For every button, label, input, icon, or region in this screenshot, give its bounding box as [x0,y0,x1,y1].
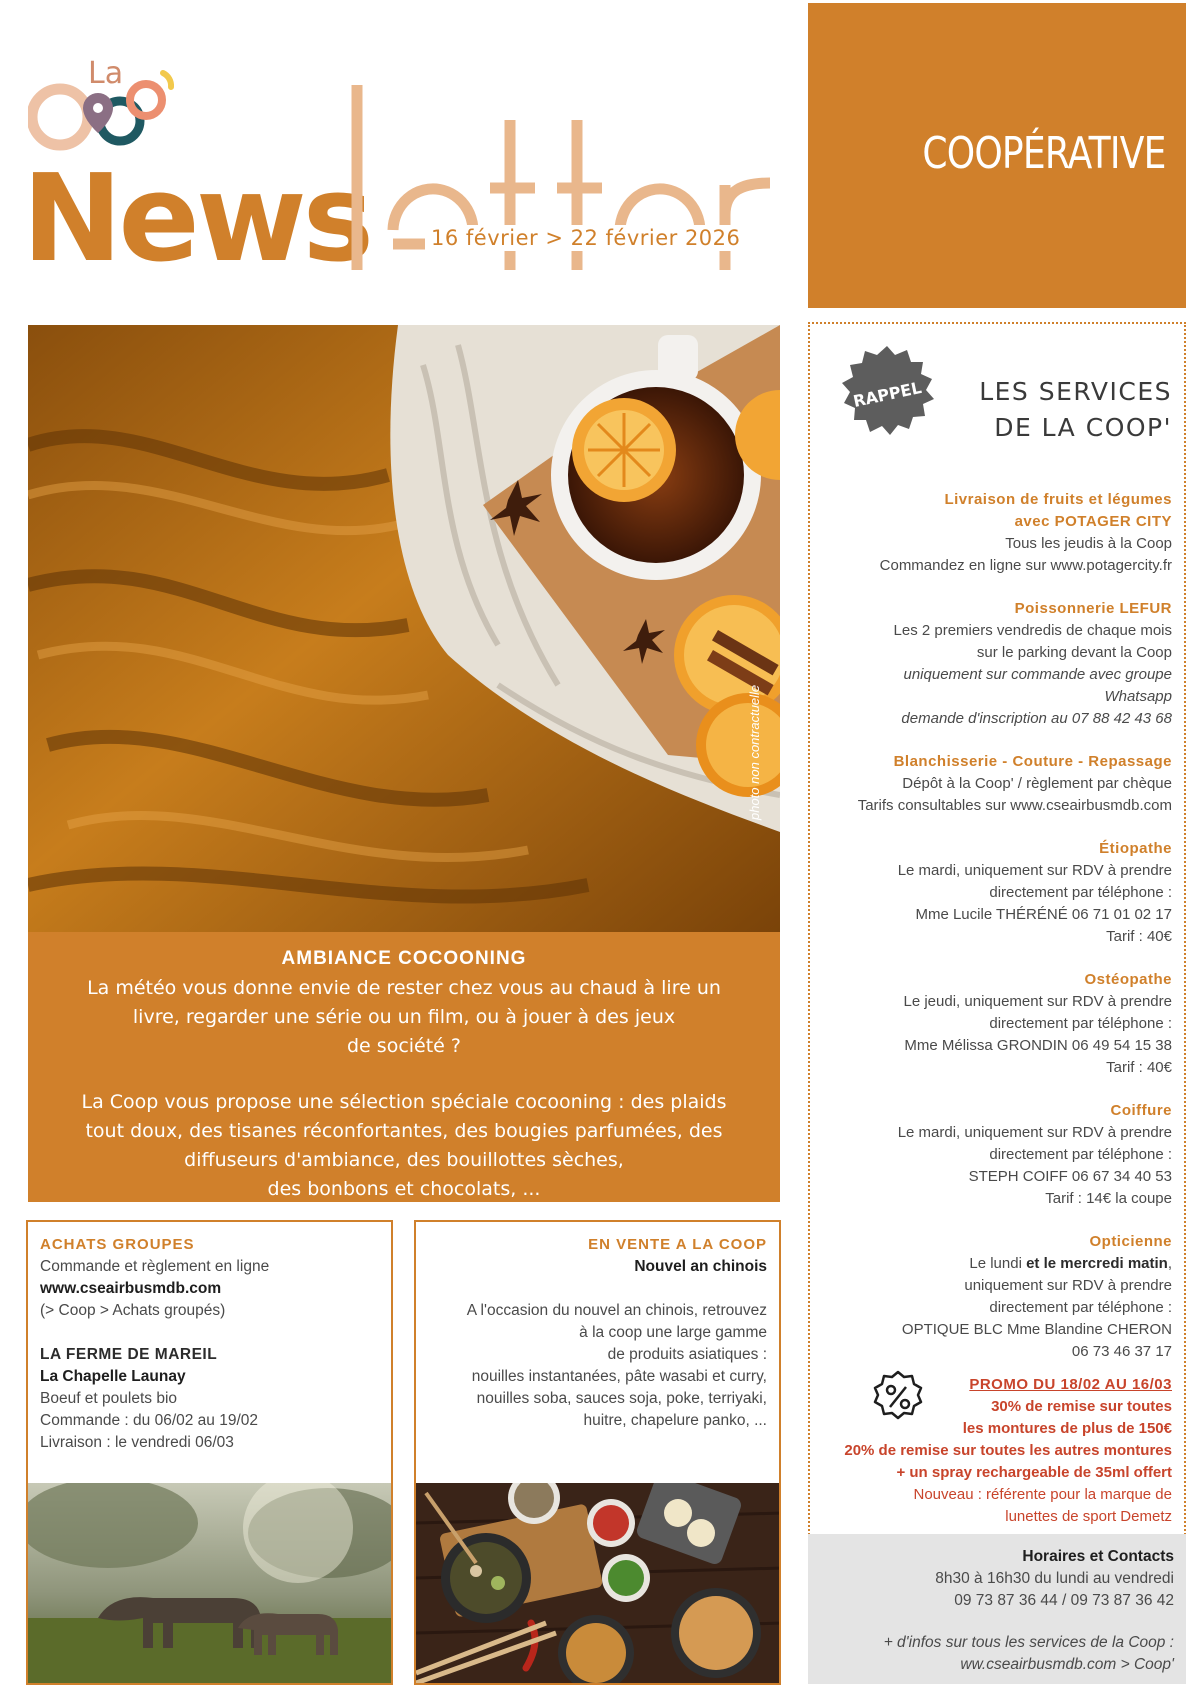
farm-place: La Chapelle Launay [40,1368,186,1385]
service-line: uniquement sur commande avec groupe [903,666,1172,683]
service-line: uniquement sur RDV à prendre [964,1277,1172,1294]
service-osteopathe [818,969,1172,1079]
cocooning-selection [48,1088,760,1204]
text-line: La météo vous donne envie de rester chez vous au chaud à lire un [87,977,721,999]
text-line: livre, regarder une série ou un film, ou à jouer à des jeux [132,1006,676,1028]
newsletter-title-news: News [22,150,371,289]
en-vente-box [414,1220,781,1685]
promo-line: 30% de remise sur toutes [991,1398,1172,1415]
services-title-line1: LES SERVICES [979,377,1172,406]
service-line: Commandez en ligne sur www.potagercity.fr [879,557,1172,574]
text-line: des bonbons et chocolats, ... [267,1178,541,1200]
text-line: de produits asiatiques : [607,1346,767,1363]
achats-line: Commande et règlement en ligne [40,1258,270,1275]
vente-subheading: Nouvel an chinois [634,1258,767,1275]
contacts-more-info: + d'infos sur tous les services de la Coop : [883,1634,1174,1651]
services-title-line2: DE LA COOP' [994,413,1172,442]
cocooning-photo [28,325,780,932]
service-heading: Ostéopathe [1084,971,1172,988]
achats-heading: ACHATS GROUPES [40,1236,195,1253]
promo-line: 20% de remise sur toutes les autres montures [844,1442,1172,1459]
cooperative-banner [808,3,1186,308]
farm-delivery: Livraison : le vendredi 06/03 [40,1434,234,1451]
service-line: Whatsapp [1104,688,1172,705]
services-title [979,374,1172,446]
vente-heading: EN VENTE A LA COOP [588,1236,767,1253]
achats-path: (> Coop > Achats groupés) [40,1302,226,1319]
service-line: Les 2 premiers vendredis de chaque mois [893,622,1172,639]
text-line: tout doux, des tisanes réconfortantes, des bougies parfumées, des [85,1120,723,1142]
contacts-site-link[interactable]: ww.cseairbusmdb.com > Coop' [960,1656,1174,1673]
contacts-phones: 09 73 87 36 44 / 09 73 87 36 42 [954,1592,1174,1609]
promo-line: + un spray rechargeable de 35ml offert [896,1464,1172,1481]
service-line: Tarif : 40€ [1106,928,1172,945]
rappel-badge [840,346,934,440]
service-line: Dépôt à la Coop' / règlement par chèque [902,775,1172,792]
service-heading: Poissonnerie LEFUR [1014,600,1172,617]
service-line: Tarif : 40€ [1106,1059,1172,1076]
text-line: La Coop vous propose une sélection spéciale cocooning : des plaids [81,1091,727,1113]
cattle-photo [28,1483,393,1683]
farm-product: Boeuf et poulets bio [40,1390,178,1407]
services-panel [808,322,1186,1682]
service-line: 06 73 46 37 17 [1071,1343,1172,1360]
service-line: demande d'inscription au 07 88 42 43 68 [901,710,1172,727]
photo-credit: photo non contractuelle [747,684,762,820]
text-line: nouilles soba, sauces soja, poke, terriyaki, [476,1390,767,1407]
la-coop-logo [28,55,193,155]
promo-note: lunettes de sport Demetz [1005,1508,1172,1525]
text-line: A l'occasion du nouvel an chinois, retrouvez [466,1302,767,1319]
text-line: de société ? [347,1035,461,1057]
service-blanchisserie [818,751,1172,817]
service-line: sur le parking devant la Coop [976,644,1172,661]
cooperative-banner-text: COOPÉRATIVE [922,128,1166,179]
service-line: Tous les jeudis à la Coop [1005,535,1172,552]
text-line: à la coop une large gamme [579,1324,767,1341]
text-line: nouilles instantanées, pâte wasabi et curry, [471,1368,767,1385]
promo-heading: PROMO DU 18/02 AU 16/03 [969,1376,1172,1393]
service-opticienne [818,1231,1172,1363]
service-potager-city [818,489,1172,577]
service-line: OPTIQUE BLC Mme Blandine CHERON [901,1321,1172,1338]
cocooning-intro [48,974,760,1061]
newsletter-dates: 16 février > 22 février 2026 [425,225,746,251]
service-line: Le jeudi, uniquement sur RDV à prendre [903,993,1172,1010]
cocooning-title: AMBIANCE COCOONING [281,948,527,969]
farm-heading: LA FERME DE MAREIL [40,1346,218,1363]
contacts-hours: 8h30 à 16h30 du lundi au vendredi [935,1570,1174,1587]
service-heading: Étiopathe [1099,840,1172,857]
farm-order: Commande : du 06/02 au 19/02 [40,1412,259,1429]
services-list [818,489,1172,1384]
service-poissonnerie [818,598,1172,730]
promo-line: les montures de plus de 150€ [962,1420,1172,1437]
service-heading: Coiffure [1110,1102,1172,1119]
optic-promo [818,1374,1172,1528]
svg-text:RAPPEL: RAPPEL [851,377,924,411]
service-line: Le mardi, uniquement sur RDV à prendre [897,1124,1172,1141]
text-line: diffuseurs d'ambiance, des bouillottes sèches, [184,1149,624,1171]
service-line: STEPH COIFF 06 67 34 40 53 [968,1168,1172,1185]
achats-site-link[interactable]: www.cseairbusmdb.com [40,1280,222,1297]
service-line: Tarif : 14€ la coupe [1045,1190,1172,1207]
service-line: Le mardi, uniquement sur RDV à prendre [897,862,1172,879]
achats-groupes-box [26,1220,393,1685]
contacts-box [808,1534,1186,1684]
service-heading: Blanchisserie - Couture - Repassage [893,753,1172,770]
service-line: directement par téléphone : [989,1299,1172,1316]
service-heading: Opticienne [1089,1233,1172,1250]
service-line: directement par téléphone : [989,884,1172,901]
service-line: directement par téléphone : [989,1015,1172,1032]
service-heading: avec POTAGER CITY [1014,513,1172,530]
asian-food-photo [416,1483,781,1683]
service-line: Le lundi et le mercredi matin, [969,1255,1172,1272]
service-line: Mme Lucile THÉRÉNÉ 06 71 01 02 17 [915,906,1172,923]
service-coiffure [818,1100,1172,1210]
contacts-heading: Horaires et Contacts [1022,1548,1174,1565]
cocooning-box [28,932,780,1202]
service-etiopathe [818,838,1172,948]
text-line: huitre, chapelure panko, ... [583,1412,767,1429]
service-line: Mme Mélissa GRONDIN 06 49 54 15 38 [904,1037,1172,1054]
svg-text:La: La [88,56,124,91]
service-line: directement par téléphone : [989,1146,1172,1163]
service-heading: Livraison de fruits et légumes [944,491,1172,508]
promo-note: Nouveau : référente pour la marque de [913,1486,1172,1503]
service-line: Tarifs consultables sur www.cseairbusmdb.com [857,797,1172,814]
